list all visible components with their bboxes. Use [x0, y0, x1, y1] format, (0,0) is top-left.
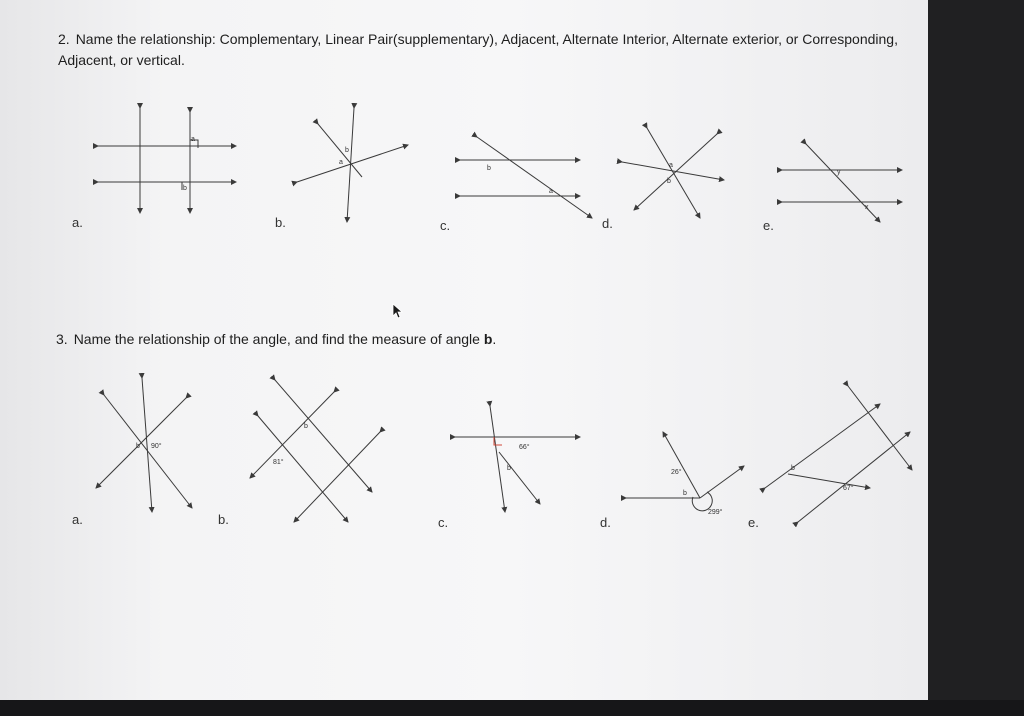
q3d-angle-299: 299°: [708, 509, 723, 516]
q3-figure-e: [765, 386, 912, 522]
q2-label-e: e.: [763, 218, 774, 233]
q3c-angle-66: 66°: [519, 444, 530, 451]
q2e-angle-y: y: [837, 169, 841, 176]
monitor-bezel-bottom: [0, 700, 1024, 716]
q3e-angle-b: b: [791, 465, 795, 472]
q2b-angle-a: a: [339, 159, 343, 166]
q3-label-e: e.: [748, 515, 759, 530]
question-2-text: Name the relationship: Complementary, Linear Pair(supplementary), Adjacent, Alternate Interior, Alternate exterior, or Corresponding, Adjacent, or vertical.: [58, 31, 898, 68]
question-3-number: 3.: [56, 331, 68, 347]
q3e-angle-67: 67°: [843, 485, 854, 492]
q3d-angle-26: 26°: [671, 469, 682, 476]
q2c-angle-b: b: [487, 165, 491, 172]
q3a-angle-b: b: [136, 443, 140, 450]
q3-figure-a: [96, 378, 192, 512]
q3a-angle-90: 90°: [151, 443, 162, 450]
q3b-angle-b: b: [304, 423, 308, 430]
q2b-angle-b: b: [345, 147, 349, 154]
question-3-angle-b: b: [483, 331, 493, 347]
q2-figure-a: [98, 108, 236, 213]
q2c-angle-a: a: [549, 188, 553, 195]
q2-label-c: c.: [440, 218, 451, 233]
q3d-angle-b: b: [683, 490, 687, 497]
q2-figure-c: [460, 137, 592, 218]
q3-figure-d: [626, 432, 744, 516]
q3-label-c: c.: [438, 515, 449, 530]
q2-figure-b: [297, 108, 408, 222]
q2d-angle-b: b: [667, 178, 671, 185]
q2-figure-e: [782, 144, 902, 222]
q2e-angle-x: x: [865, 204, 869, 211]
q2-label-b: b.: [275, 215, 286, 230]
q3-figure-c: [455, 406, 580, 512]
q3b-angle-81: 81°: [273, 459, 284, 466]
q2-figure-d: [622, 128, 724, 218]
q3-label-a: a.: [72, 512, 83, 527]
question-3-text: Name the relationship of the angle, and find the measure of angle: [73, 331, 484, 347]
q2a-angle-b: b: [183, 185, 187, 192]
q2d-angle-a: a: [669, 162, 673, 169]
mouse-pointer-icon: [392, 303, 404, 324]
monitor-bezel-right: [928, 0, 1024, 716]
q3-label-b: b.: [218, 512, 229, 527]
q3c-angle-b: b: [507, 465, 511, 472]
q2-label-d: d.: [602, 216, 613, 231]
question-2-number: 2.: [58, 31, 70, 47]
question-3-text-end: .: [492, 331, 497, 347]
q2a-angle-a: a: [191, 136, 195, 143]
q3-label-d: d.: [600, 515, 611, 530]
q2-label-a: a.: [72, 215, 83, 230]
q3-figure-b: [250, 380, 380, 522]
